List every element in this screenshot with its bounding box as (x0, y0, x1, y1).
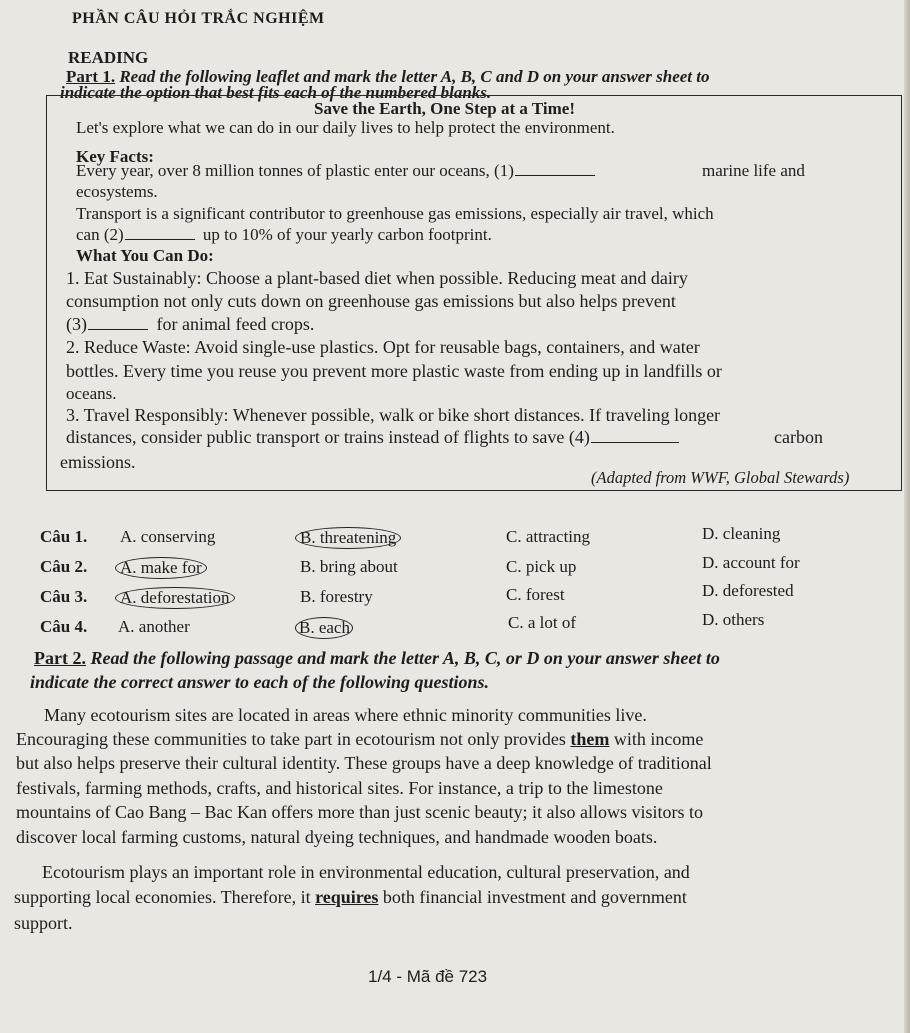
leaflet-title: Save the Earth, One Step at a Time! (314, 99, 575, 118)
key-facts-heading: Key Facts: (76, 147, 154, 166)
passage-p2-line2 (14, 887, 687, 908)
part2-label: Part 2. (34, 648, 86, 668)
fact2-blank-label: can (2) (76, 225, 124, 244)
item3-line1: 3. Travel Responsibly: Whenever possible, walk or bike short distances. If traveling longer (66, 405, 721, 425)
q4-option-d[interactable]: D. others (702, 610, 765, 629)
item3-line2 (66, 427, 683, 448)
passage-p1-line2 (16, 729, 703, 750)
item2-line1: 2. Reduce Waste: Avoid single-use plastics. Opt for reusable bags, containers, and water (66, 337, 700, 357)
q3-option-b[interactable]: B. forestry (300, 587, 373, 606)
passage-p1-line3: but also helps preserve their cultural identity. These groups have a deep knowledge of traditional (16, 753, 712, 773)
part1-label: Part 1. (66, 67, 116, 86)
answer-circle: B. each (295, 617, 353, 639)
passage-p1-line4: festivals, farming methods, crafts, and historical sites. For instance, a trip to the limestone (16, 778, 663, 798)
q3-option-a[interactable] (120, 587, 235, 609)
q2-option-a[interactable] (120, 557, 207, 579)
q4-option-c[interactable]: C. a lot of (508, 613, 576, 632)
q2-option-d[interactable]: D. account for (702, 553, 800, 572)
q3-option-c[interactable]: C. forest (506, 585, 565, 604)
fact2-line1: Transport is a significant contributor to greenhouse gas emissions, especially air travel, which (76, 204, 714, 223)
passage-p1-line6: discover local farming customs, natural dyeing techniques, and handmade wooden boats. (16, 827, 658, 847)
part2-instruction-line2: indicate the correct answer to each of the following questions. (30, 672, 490, 692)
fact2-line2 (76, 225, 492, 245)
q1-option-d[interactable]: D. cleaning (702, 524, 781, 543)
blank-1 (515, 161, 595, 176)
part1-instruction-line1: Read the following leaflet and mark the letter A, B, C and D on your answer sheet to (119, 67, 710, 86)
blank-3-label: (3) (66, 314, 87, 334)
blank-3 (88, 315, 148, 330)
q1-label: Câu 1. (40, 527, 88, 546)
reading-heading: READING (68, 48, 149, 67)
passage-text: supporting local economies. Therefore, it (14, 887, 316, 907)
answer-circle: A. deforestation (115, 587, 235, 609)
underlined-requires: requires (315, 887, 379, 907)
section-title: PHẦN CÂU HỎI TRẮC NGHIỆM (72, 10, 325, 27)
item3-line3: emissions. (60, 452, 136, 472)
q4-option-b[interactable] (300, 617, 353, 639)
leaflet-intro: Let's explore what we can do in our daily lives to help protect the environment. (76, 118, 615, 137)
passage-p2-line3: support. (14, 913, 73, 933)
part1-instruction-line2: indicate the option that best fits each of the numbered blanks. (60, 83, 492, 102)
item1-line3 (66, 314, 314, 335)
fact1-line1-end: marine life and (702, 161, 805, 180)
passage-text: Encouraging these communities to take part in ecotourism not only provides (16, 729, 571, 749)
fact1-line1 (76, 161, 599, 181)
what-you-can-do-heading: What You Can Do: (76, 246, 214, 265)
passage-text: with income (609, 729, 704, 749)
q3-label: Câu 3. (40, 587, 88, 606)
passage-p1-line1: Many ecotourism sites are located in areas where ethnic minority communities live. (44, 705, 647, 725)
fact1-text: Every year, over 8 million tonnes of plastic enter our oceans, (1) (76, 161, 514, 180)
answer-circle: A. make for (115, 557, 207, 579)
passage-text: both financial investment and government (378, 887, 687, 907)
part2-instruction-line1: Read the following passage and mark the letter A, B, C, or D on your answer sheet to (90, 648, 720, 668)
passage-p1-line5: mountains of Cao Bang – Bac Kan offers more than just scenic beauty; it also allows visitors to (16, 802, 704, 822)
q1-option-c[interactable]: C. attracting (506, 527, 591, 546)
q1-option-b[interactable] (300, 527, 401, 549)
item3-text: distances, consider public transport or trains instead of flights to save (4) (66, 427, 590, 447)
page-footer: 1/4 - Mã đề 723 (368, 967, 488, 986)
item1-rest: for animal feed crops. (156, 314, 315, 334)
fact2-rest: up to 10% of your yearly carbon footprint. (202, 225, 492, 244)
fact1-line2: ecosystems. (76, 182, 158, 201)
q2-option-b[interactable]: B. bring about (300, 557, 398, 576)
q1-option-a[interactable]: A. conserving (120, 527, 216, 546)
item1-line1: 1. Eat Sustainably: Choose a plant-based diet when possible. Reducing meat and dairy (66, 268, 688, 288)
q2-label: Câu 2. (40, 557, 88, 576)
blank-2 (125, 225, 195, 240)
scan-edge (904, 0, 910, 1033)
blank-4 (591, 428, 679, 443)
item2-line2: bottles. Every time you reuse you prevent more plastic waste from ending up in landfills or (66, 361, 722, 381)
leaflet-source: (Adapted from WWF, Global Stewards) (591, 468, 850, 487)
q3-option-d[interactable]: D. deforested (702, 581, 794, 600)
q4-label: Câu 4. (40, 617, 88, 636)
part2-instruction (34, 648, 720, 669)
item1-line2: consumption not only cuts down on greenhouse gas emissions but also helps prevent (66, 291, 676, 311)
passage-p2-line1: Ecotourism plays an important role in environmental education, cultural preservation, and (42, 862, 690, 882)
q2-option-c[interactable]: C. pick up (506, 557, 577, 576)
item3-line2-end: carbon (774, 427, 823, 447)
answer-circle: B. threatening (295, 527, 401, 549)
q4-option-a[interactable]: A. another (118, 617, 190, 636)
underlined-them: them (570, 729, 610, 749)
item2-line3: oceans. (66, 384, 117, 403)
